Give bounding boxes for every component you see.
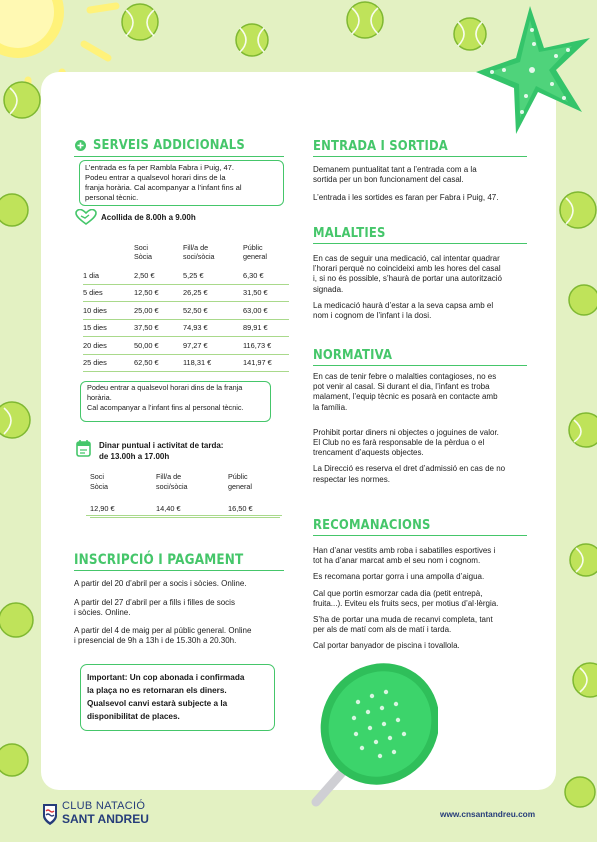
section-title-serveis: SERVEIS ADDICIONALS xyxy=(93,137,245,153)
club-logo[interactable] xyxy=(42,800,172,830)
table-header: Soci Sòcia xyxy=(90,472,108,491)
divider xyxy=(313,243,527,244)
table-row: 25 dies 62,50 € 118,31 € 141,97 € xyxy=(83,354,289,372)
table-header-row xyxy=(90,472,280,491)
inscripcio-text: A partir del 20 d’abril per a socis i sòcies. Online. A partir del 27 d’abril per a fills i filles de socis i sòcies. Online. A partir del 4 de maig per al públic general. Online i presencial de 9h a 13h i de 15.30h a 20.30h. xyxy=(74,579,252,645)
divider xyxy=(74,570,284,571)
entrada-text: Demanem puntualitat tant a l’entrada com a la sortida per un bon funcionament del casal. L’entrada i les sortides es faran per Fabra i Puig, 47. xyxy=(313,165,499,203)
normativa-text: En cas de tenir febre o malalties contagioses, no es pot venir al casal. Si durant el dia, l’infant es troba malament, l’equip tècnic es posarà en contacte amb la família. Prohibit portar diners ni objectes o joguines de valor. El Club no es farà responsable de la pèrdua o el trencament d’aquests objectes. La Direcció es reserva el dret d’admissió en cas de no respectar les normes. xyxy=(313,372,506,484)
table-row: 5 dies 12,50 € 26,25 € 31,50 € xyxy=(83,284,289,302)
starfish-illustration xyxy=(472,0,597,150)
divider xyxy=(313,156,527,157)
table-header xyxy=(83,236,134,261)
section-title-entrada: ENTRADA I SORTIDA xyxy=(313,138,448,154)
entry-note-text-2: Podeu entrar a qualsevol horari dins de la franja horària. Cal acompanyar a l’infant fins al personal tècnic. xyxy=(87,383,244,412)
table-row: 15 dies 37,50 € 74,93 € 89,91 € xyxy=(83,319,289,337)
section-title-inscripcio: INSCRIPCIÓ I PAGAMENT xyxy=(74,552,244,568)
dinar-price-table xyxy=(90,472,280,518)
dinar-label: Dinar puntual i activitat de tarda: de 13.00h a 17.00h xyxy=(99,441,224,461)
malalties-text: En cas de seguir una medicació, cal intentar quadrar l’horari perquè no coincideixi amb les hores del casal i, si no és possible, s’haurà de portar una autorització signada. La medicació haurà d’estar a la seva capsa amb el nom i cognom de l’infant i la dosi. xyxy=(313,254,502,321)
table-row: 20 dies 50,00 € 97,27 € 116,73 € xyxy=(83,337,289,355)
table-row: 12,90 € 14,40 € 16,50 € xyxy=(90,500,280,517)
recomanacions-text: Han d’anar vestits amb roba i sabatilles esportives i tot ha d’anar marcat amb el seu nom i cognom. Es recomana portar gorra i una ampolla d’aigua. Cal que portin esmorzar cada dia (petit entrepà, fruita...). Eviteu els fruits secs, per motius d’al·lèrgia. S’ha de portar una muda de recanvi completa, tant per als de matí com als de matí i tarda. Cal portar banyador de piscina i tovallola. xyxy=(313,546,499,651)
club-crest-icon xyxy=(42,802,58,826)
handshake-heart-icon xyxy=(75,209,97,225)
table-header: Públic general xyxy=(228,472,252,491)
acollida-price-table xyxy=(83,236,289,372)
table-row: 10 dies 25,00 € 52,50 € 63,00 € xyxy=(83,302,289,320)
divider xyxy=(313,535,527,536)
table-header: Fill/a de soci/sòcia xyxy=(156,472,188,491)
divider xyxy=(74,156,284,157)
table-header: Públic general xyxy=(243,243,267,261)
table-header: Soci Sòcia xyxy=(134,243,152,261)
acollida-label: Acollida de 8.00h a 9.00h xyxy=(101,213,196,222)
padel-racket-illustration xyxy=(288,662,438,822)
entry-note-text: L’entrada es fa per Rambla Fabra i Puig, 47. Podeu entrar a qualsevol horari dins de la franja horària. Cal acompanyar a l’infant fins al personal tècnic. xyxy=(85,163,242,202)
table-header-row xyxy=(83,236,289,261)
table-row: 1 dia 2,50 € 5,25 € 6,30 € xyxy=(83,267,289,284)
club-name-line2: SANT ANDREU xyxy=(62,812,149,826)
table-header: Fill/a de soci/sòcia xyxy=(183,243,215,261)
section-title-malalties: MALALTIES xyxy=(313,225,386,241)
plus-circle-icon xyxy=(75,140,86,151)
divider xyxy=(313,365,527,366)
important-text: Important: Un cop abonada i confirmada la plaça no es retornaran els diners. Qualsevol canvi estarà subjecte a la disponibilitat de places. xyxy=(87,673,245,721)
club-name-line1: CLUB NATACIÓ xyxy=(62,800,146,812)
section-title-recomanacions: RECOMANACIONS xyxy=(313,517,431,533)
divider xyxy=(86,515,282,516)
website-link[interactable]: www.cnsantandreu.com xyxy=(440,809,536,819)
section-title-normativa: NORMATIVA xyxy=(313,347,393,363)
calendar-icon xyxy=(76,439,91,457)
